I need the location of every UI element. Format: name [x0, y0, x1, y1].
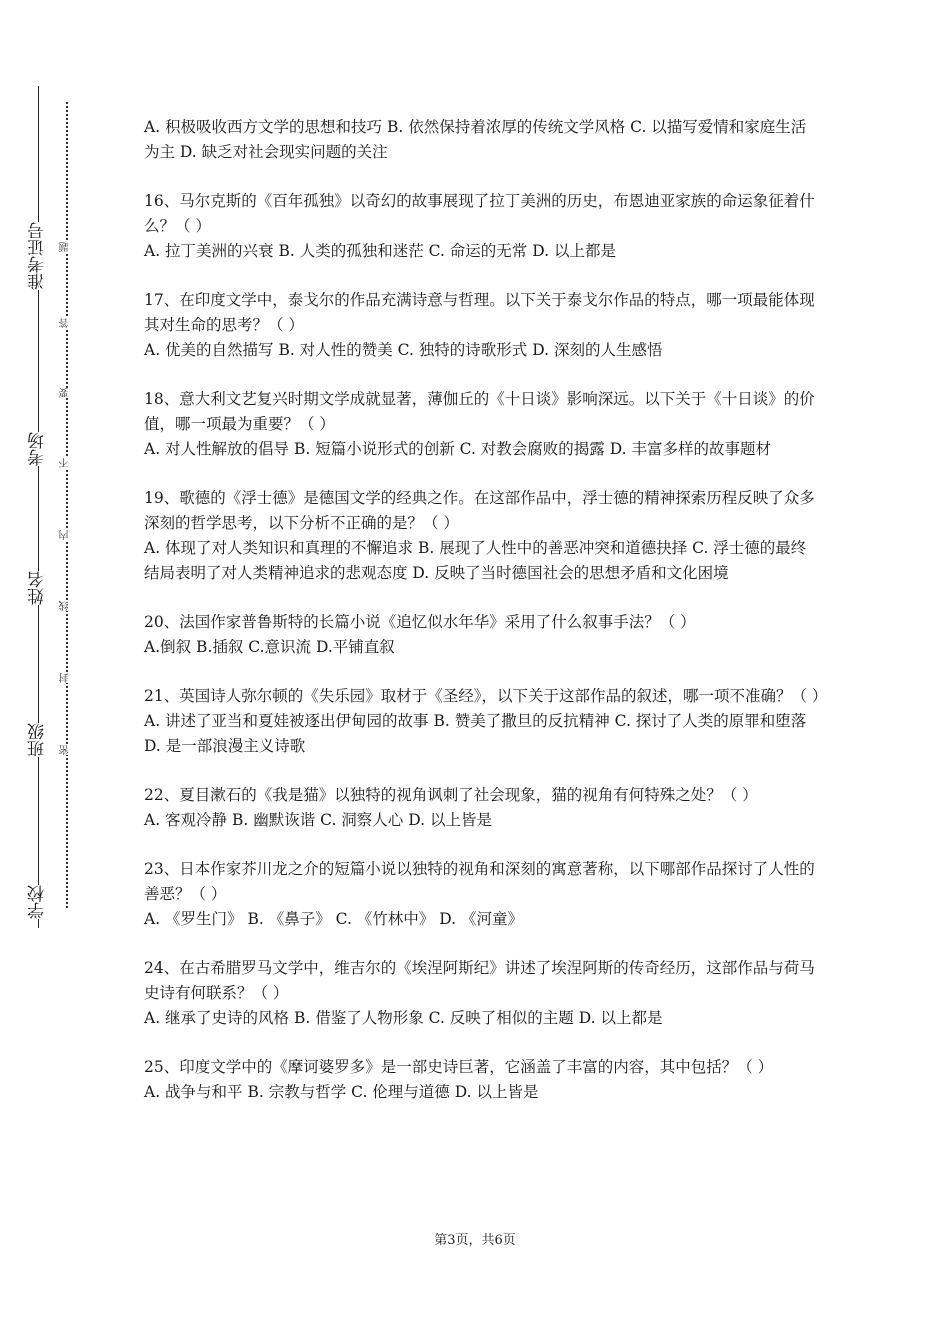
seal-char: 要	[57, 388, 75, 398]
question-stem: 23、日本作家芥川龙之介的短篇小说以独特的视角和深刻的寓意著称，以下哪部作品探讨了人性的善恶？（ ）	[144, 860, 815, 903]
question-item	[144, 956, 820, 1031]
question-stem: 24、在古希腊罗马文学中，维吉尔的《埃涅阿斯纪》讲述了埃涅阿斯的传奇经历，这部作品与荷马史诗有何联系？（ ）	[144, 959, 815, 1002]
question-item	[144, 610, 820, 660]
field-school-label: 学校	[18, 885, 58, 919]
question-item	[144, 288, 820, 363]
question-stem: 18、意大利文艺复兴时期文学成就显著，薄伽丘的《十日谈》影响深远。以下关于《十日谈》的价值，哪一项最为重要？（ ）	[144, 390, 815, 433]
question-options: A. 客观冷静 B. 幽默诙谐 C. 洞察人心 D. 以上皆是	[144, 811, 492, 829]
seal-char: 不	[57, 458, 75, 468]
seal-char: 内	[57, 530, 75, 540]
seal-char: 封	[57, 673, 75, 683]
field-class-label: 班级	[18, 723, 58, 757]
question-options: A. 对人性解放的倡导 B. 短篇小说形式的创新 C. 对教会腐败的揭露 D. 丰富多样的故事题材	[144, 440, 771, 458]
question-stem: 25、印度文学中的《摩诃婆罗多》是一部史诗巨著，它涵盖了丰富的内容，其中包括？（ ）	[144, 1058, 774, 1076]
question-options: A. 继承了史诗的风格 B. 借鉴了人物形象 C. 反映了相似的主题 D. 以上都是	[144, 1009, 663, 1027]
seal-char: 答	[57, 318, 75, 328]
question-stem: 21、英国诗人弥尔顿的《失乐园》取材于《圣经》，以下关于这部作品的叙述，哪一项不准确？（ ）	[144, 687, 828, 705]
field-exam-id-label: 准考证号	[18, 222, 58, 290]
page-number: 第3页，共6页	[434, 1233, 516, 1248]
question-options: A. 积极吸收西方文学的思想和技巧 B. 依然保持着浓厚的传统文学风格 C. 以描写爱情和家庭生活为主 D. 缺乏对社会现实问题的关注	[144, 118, 807, 161]
question-list	[144, 115, 828, 1129]
question-options: A. 战争与和平 B. 宗教与哲学 C. 伦理与道德 D. 以上皆是	[144, 1083, 539, 1101]
seal-char: 线	[57, 601, 75, 611]
question-options: A.倒叙 B.插叙 C.意识流 D.平铺直叙	[144, 638, 395, 656]
seal-dotted-line	[66, 102, 68, 908]
question-item	[144, 189, 820, 264]
question-options: A. 拉丁美洲的兴衰 B. 人类的孤独和迷茫 C. 命运的无常 D. 以上都是	[144, 242, 616, 260]
question-item	[144, 857, 820, 932]
field-exam-room-label: 考场	[18, 432, 58, 466]
question-item	[144, 115, 820, 165]
question-stem: 19、歌德的《浮士德》是德国文学的经典之作。在这部作品中，浮士德的精神探索历程反映了众多深刻的哲学思考，以下分析不正确的是？（ ）	[144, 489, 815, 532]
question-item	[144, 486, 820, 586]
question-stem: 16、马尔克斯的《百年孤独》以奇幻的故事展现了拉丁美洲的历史，布恩迪亚家族的命运象征着什么？（ ）	[144, 192, 815, 235]
question-options: A. 优美的自然描写 B. 对人性的赞美 C. 独特的诗歌形式 D. 深刻的人生感悟	[144, 341, 663, 359]
question-options: A. 《罗生门》 B. 《鼻子》 C. 《竹林中》 D. 《河童》	[144, 910, 523, 928]
binding-line	[38, 86, 39, 928]
question-options: A. 体现了对人类知识和真理的不懈追求 B. 展现了人性中的善恶冲突和道德抉择 C. 浮士德的最终结局表明了对人类精神追求的悲观态度 D. 反映了当时德国社会的思想矛盾和文化困境	[144, 539, 807, 582]
field-name-label: 姓名	[18, 571, 58, 605]
seal-char: 题	[57, 242, 75, 252]
question-item	[144, 387, 820, 462]
question-item	[144, 783, 820, 833]
question-stem: 20、法国作家普鲁斯特的长篇小说《追忆似水年华》采用了什么叙事手法？（ ）	[144, 613, 696, 631]
question-stem: 17、在印度文学中，泰戈尔的作品充满诗意与哲理。以下关于泰戈尔作品的特点，哪一项最能体现其对生命的思考？（ ）	[144, 291, 815, 334]
question-item	[144, 684, 828, 759]
question-options: A. 讲述了亚当和夏娃被逐出伊甸园的故事 B. 赞美了撒旦的反抗精神 C. 探讨了人类的原罪和堕落 D. 是一部浪漫主义诗歌	[144, 712, 807, 755]
question-item	[144, 1055, 820, 1105]
seal-char: 密	[57, 745, 75, 755]
question-stem: 22、夏目漱石的《我是猫》以独特的视角讽刺了社会现象，猫的视角有何特殊之处？（ ）	[144, 786, 758, 804]
